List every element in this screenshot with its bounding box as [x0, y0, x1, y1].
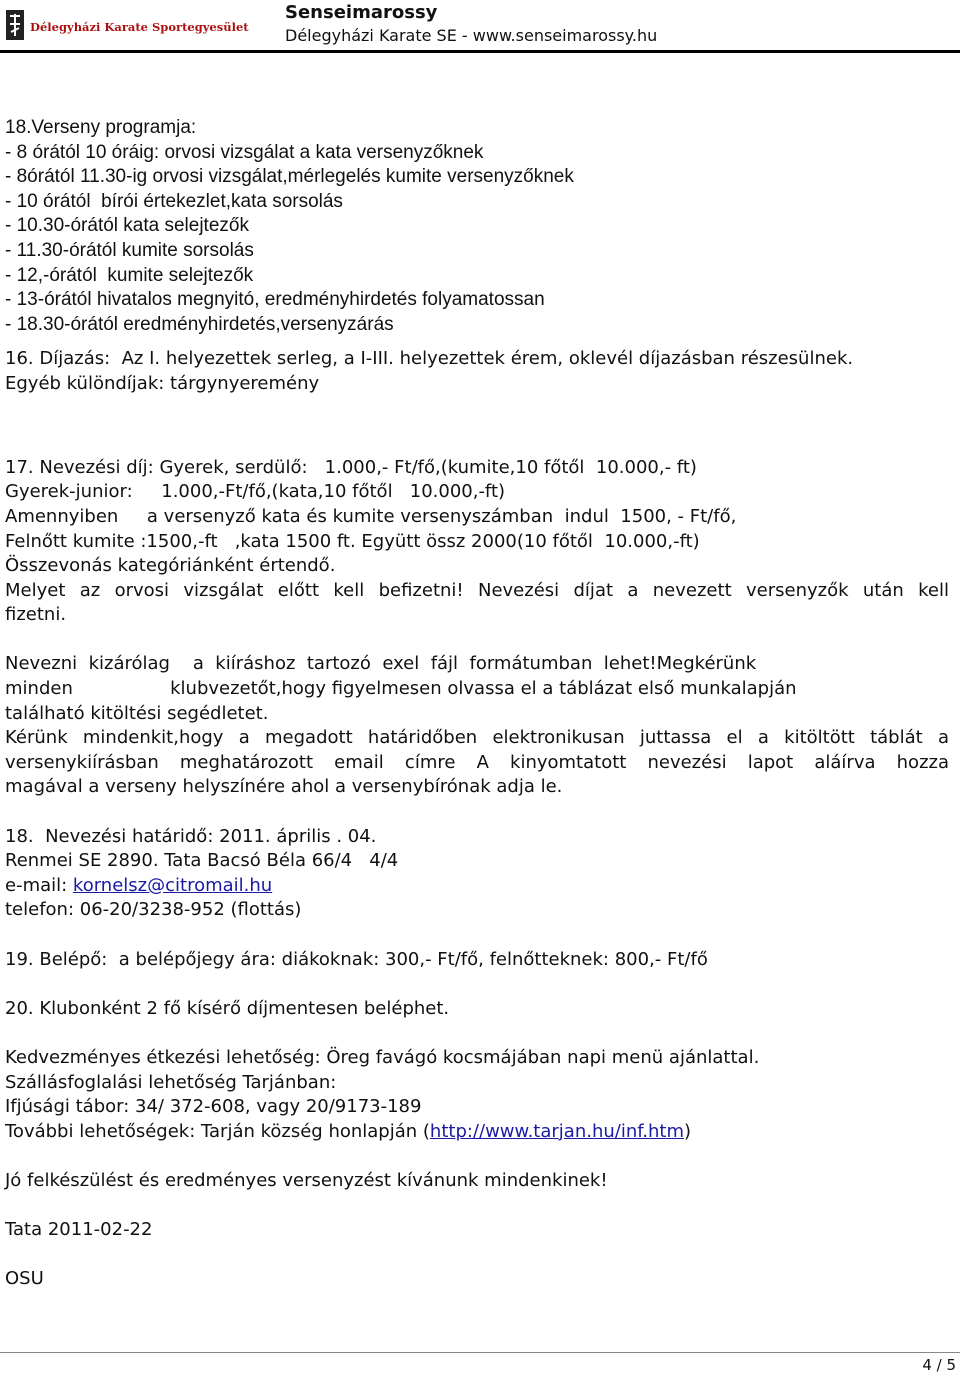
program-item: - 10.30-órától kata selejtezők: [5, 215, 249, 237]
deadline-line: 18. Nevezési határidő: 2011. április . 04.: [5, 825, 377, 847]
program-item: - 8 órától 10 óráig: orvosi vizsgálat a kata versenyzőknek: [5, 141, 484, 163]
fee-line: Felnőtt kumite :1500,-ft ,kata 1500 ft. Együtt össz 2000(10 főtől 10.000,-ft): [5, 530, 700, 552]
email-label: e-mail:: [5, 874, 73, 896]
site-title: Senseimarossy: [285, 2, 438, 23]
awards-line: Egyéb különdíjak: tárgynyeremény: [5, 372, 320, 394]
fee-line: 17. Nevezési díj: Gyerek, serdülő: 1.000,- Ft/fő,(kumite,10 főtől 10.000,- ft): [5, 456, 697, 478]
entry-section: [5, 652, 949, 800]
accommodation-section: [5, 1046, 949, 1144]
fee-line: Gyerek-junior: 1.000,-Ft/fő,(kata,10 főtől 10.000,-ft): [5, 481, 506, 503]
email-line: [5, 874, 949, 899]
email-link[interactable]: kornelsz@citromail.hu: [72, 874, 273, 896]
program-heading: 18.Verseny programja:: [5, 117, 197, 138]
awards-section: [5, 347, 949, 396]
ticket-line: 19. Belépő: a belépőjegy ára: diákoknak: 300,- Ft/fő, felnőtteknek: 800,- Ft/fő: [5, 948, 708, 970]
signature: OSU: [5, 1268, 44, 1290]
program-section: [5, 116, 949, 337]
closing-line: Jó felkészülést és eredményes versenyzést kívánunk mindenkinek!: [5, 1169, 608, 1191]
page-number: 4 / 5: [922, 1356, 956, 1374]
accommodation-heading: Szállásfoglalási lehetőség Tarjánban:: [5, 1071, 337, 1093]
entry-line: Kérünk mindenkit,hogy a megadott határidőben elektronikusan juttassa el a kitöltött táblát a: [5, 727, 949, 749]
program-item: - 18.30-órától eredményhirdetés,versenyzárás: [5, 313, 394, 335]
more-prefix: További lehetőségek: Tarján község honlapján (: [5, 1120, 430, 1142]
escort-line: 20. Klubonként 2 fő kísérő díjmentesen beléphet.: [5, 997, 450, 1019]
entry-line: található kitöltési segédletet.: [5, 702, 269, 724]
site-subtitle: Délegyházi Karate SE - www.senseimarossy.hu: [285, 26, 658, 45]
phone-line: telefon: 06-20/3238-952 (flottás): [5, 899, 302, 921]
fees-section: [5, 456, 949, 628]
fee-line: Összevonás kategóriánként értendő.: [5, 555, 336, 577]
svg-text:Délegyházi Karate Sportegyesül: Délegyházi Karate Sportegyesület: [30, 20, 249, 34]
more-suffix: ): [684, 1120, 692, 1142]
camp-line: Ifjúsági tábor: 34/ 372-608, vagy 20/9173-189: [5, 1096, 422, 1118]
page-header: [0, 0, 960, 50]
meal-line: Kedvezményes étkezési lehetőség: Öreg favágó kocsmájában napi menü ajánlattal.: [5, 1046, 760, 1068]
awards-line: 16. Díjazás: Az I. helyezettek serleg, a I-III. helyezettek érem, oklevél díjazásban részesülnek.: [5, 348, 854, 370]
deadline-section: [5, 825, 949, 923]
more-line: [5, 1120, 949, 1145]
payment-line: fizetni.: [5, 604, 67, 626]
date-line: Tata 2011-02-22: [5, 1219, 153, 1241]
document-body: [5, 116, 949, 1292]
header-divider: [0, 50, 960, 53]
entry-line: versenykiírásban meghatározott email címre A kinyomtatott nevezési lapot aláírva hozza: [5, 751, 949, 773]
program-item: - 10 órától bírói értekezlet,kata sorsolás: [5, 190, 343, 212]
entry-line: minden klubvezetőt,hogy figyelmesen olvassa el a táblázat első munkalapján: [5, 678, 797, 700]
payment-line: Melyet az orvosi vizsgálat előtt kell befizetni! Nevezési díjat a nevezett versenyzők után kell: [5, 579, 949, 601]
club-logo: [4, 6, 279, 44]
fee-line: Amennyiben a versenyző kata és kumite versenyszámban indul 1500, - Ft/fő,: [5, 505, 737, 527]
footer-divider: [0, 1352, 960, 1353]
tarjan-link[interactable]: http://www.tarjan.hu/inf.htm: [429, 1120, 684, 1142]
program-item: - 12,-órától kumite selejtezők: [5, 264, 254, 286]
entry-line: Nevezni kizárólag a kiíráshoz tartozó exel fájl formátumban lehet!Megkérünk: [5, 653, 757, 675]
program-item: - 11.30-órától kumite sorsolás: [5, 239, 254, 261]
program-item: - 13-órától hivatalos megnyitó, eredményhirdetés folyamatossan: [5, 289, 545, 311]
program-item: - 8órától 11.30-ig orvosi vizsgálat,mérlegelés kumite versenyzőknek: [5, 166, 574, 188]
entry-line: magával a verseny helyszínére ahol a versenybírónak adja le.: [5, 776, 563, 798]
address-line: Renmei SE 2890. Tata Bacsó Béla 66/4 4/4: [5, 850, 399, 872]
